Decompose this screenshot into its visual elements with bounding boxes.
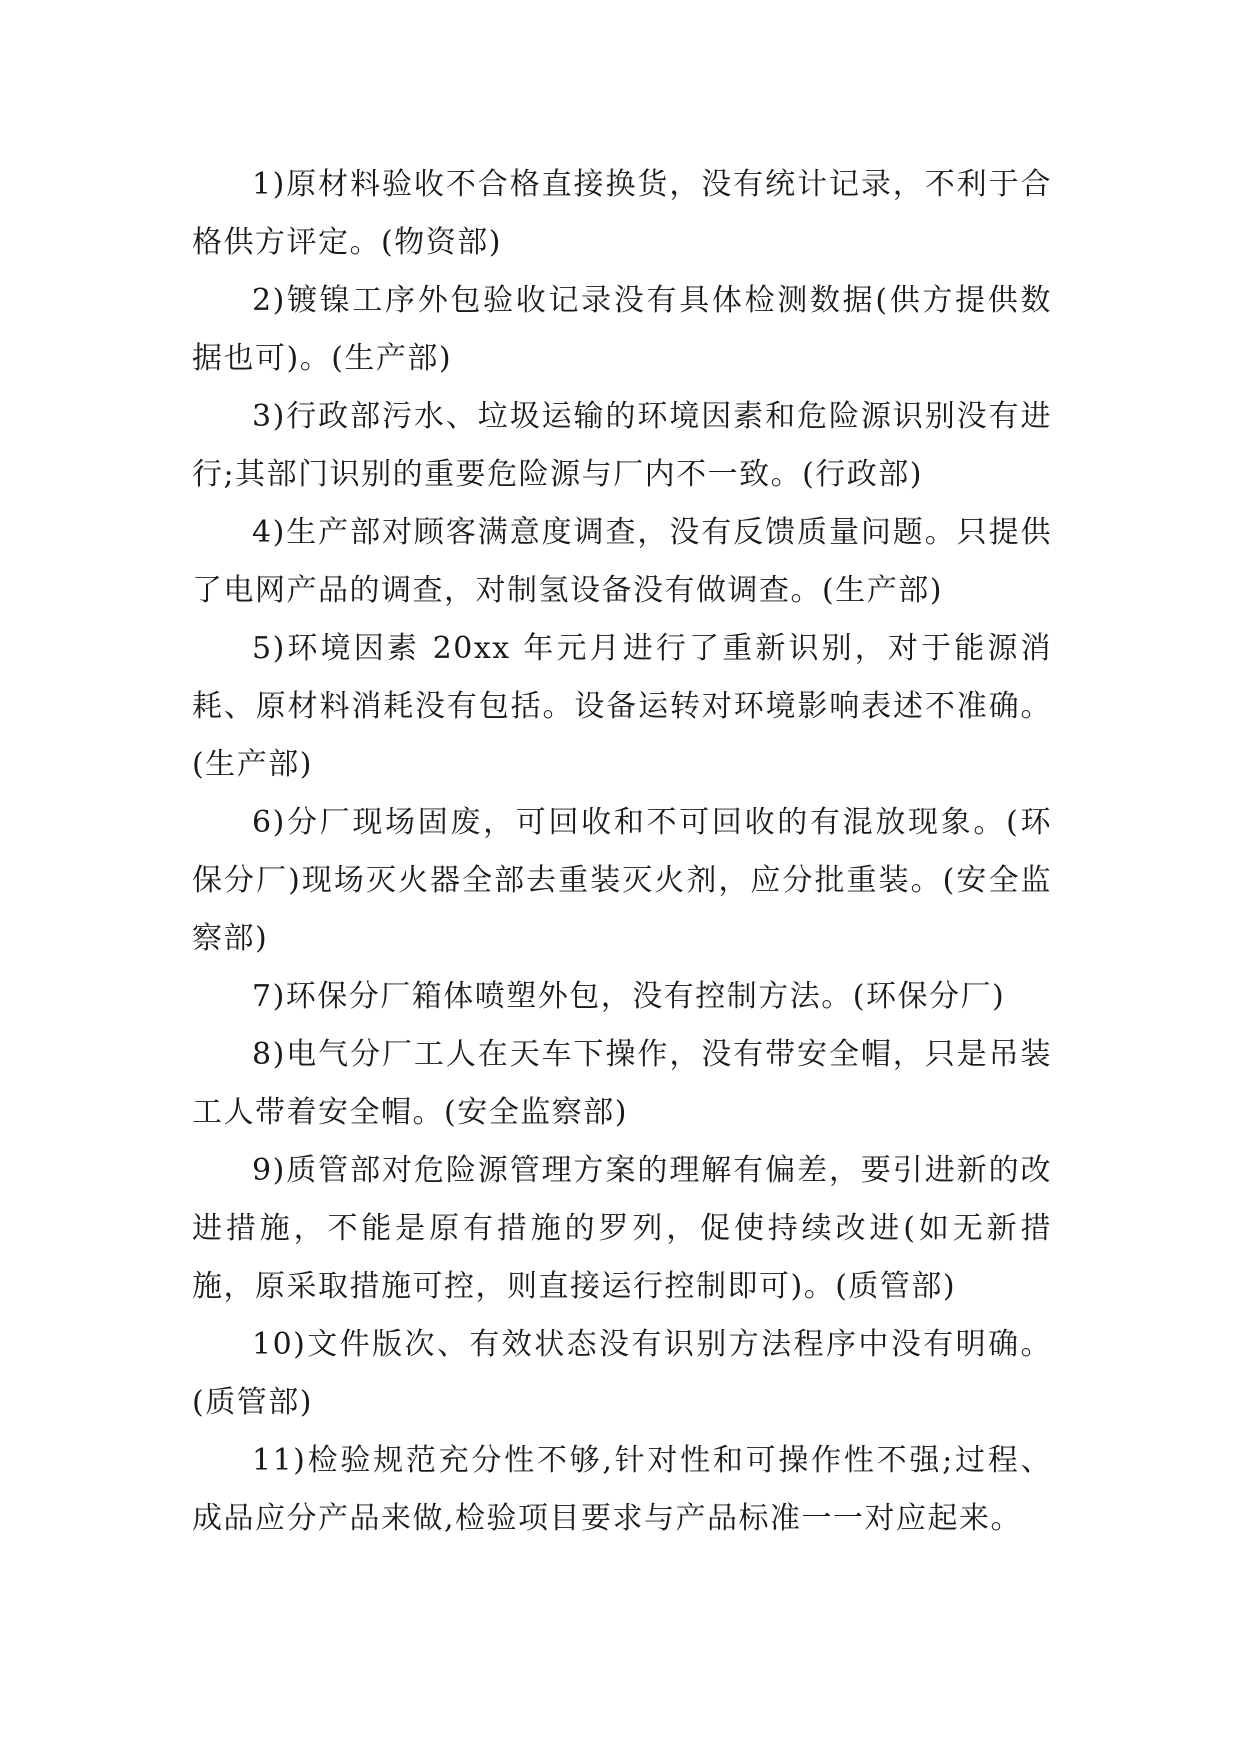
document-body: [192, 156, 1052, 1548]
paragraph-3: 3)行政部污水、垃圾运输的环境因素和危险源识别没有进行;其部门识别的重要危险源与厂内不一致。(行政部): [192, 399, 1052, 492]
paragraph-4: 4)生产部对顾客满意度调查，没有反馈质量问题。只提供了电网产品的调查，对制氢设备没有做调查。(生产部): [192, 515, 1052, 608]
paragraph-9: 9)质管部对危险源管理方案的理解有偏差，要引进新的改进措施，不能是原有措施的罗列，促使持续改进(如无新措施，原采取措施可控，则直接运行控制即可)。(质管部): [192, 1153, 1052, 1304]
paragraph-5: 5)环境因素 20xx 年元月进行了重新识别，对于能源消耗、原材料消耗没有包括。设备运转对环境影响表述不准确。(生产部): [192, 631, 1052, 782]
paragraph-6: 6)分厂现场固废，可回收和不可回收的有混放现象。(环保分厂)现场灭火器全部去重装灭火剂，应分批重装。(安全监察部): [192, 805, 1052, 956]
paragraph-2: 2)镀镍工序外包验收记录没有具体检测数据(供方提供数据也可)。(生产部): [192, 283, 1052, 376]
paragraph-11: 11)检验规范充分性不够,针对性和可操作性不强;过程、成品应分产品来做,检验项目要求与产品标准一一对应起来。: [192, 1443, 1052, 1536]
paragraph-7: 7)环保分厂箱体喷塑外包，没有控制方法。(环保分厂): [252, 979, 1006, 1014]
paragraph-8: 8)电气分厂工人在天车下操作，没有带安全帽，只是吊装工人带着安全帽。(安全监察部): [192, 1037, 1052, 1130]
paragraph-10: 10)文件版次、有效状态没有识别方法程序中没有明确。(质管部): [192, 1327, 1052, 1420]
paragraph-1: 1)原材料验收不合格直接换货，没有统计记录，不利于合格供方评定。(物资部): [192, 167, 1052, 260]
